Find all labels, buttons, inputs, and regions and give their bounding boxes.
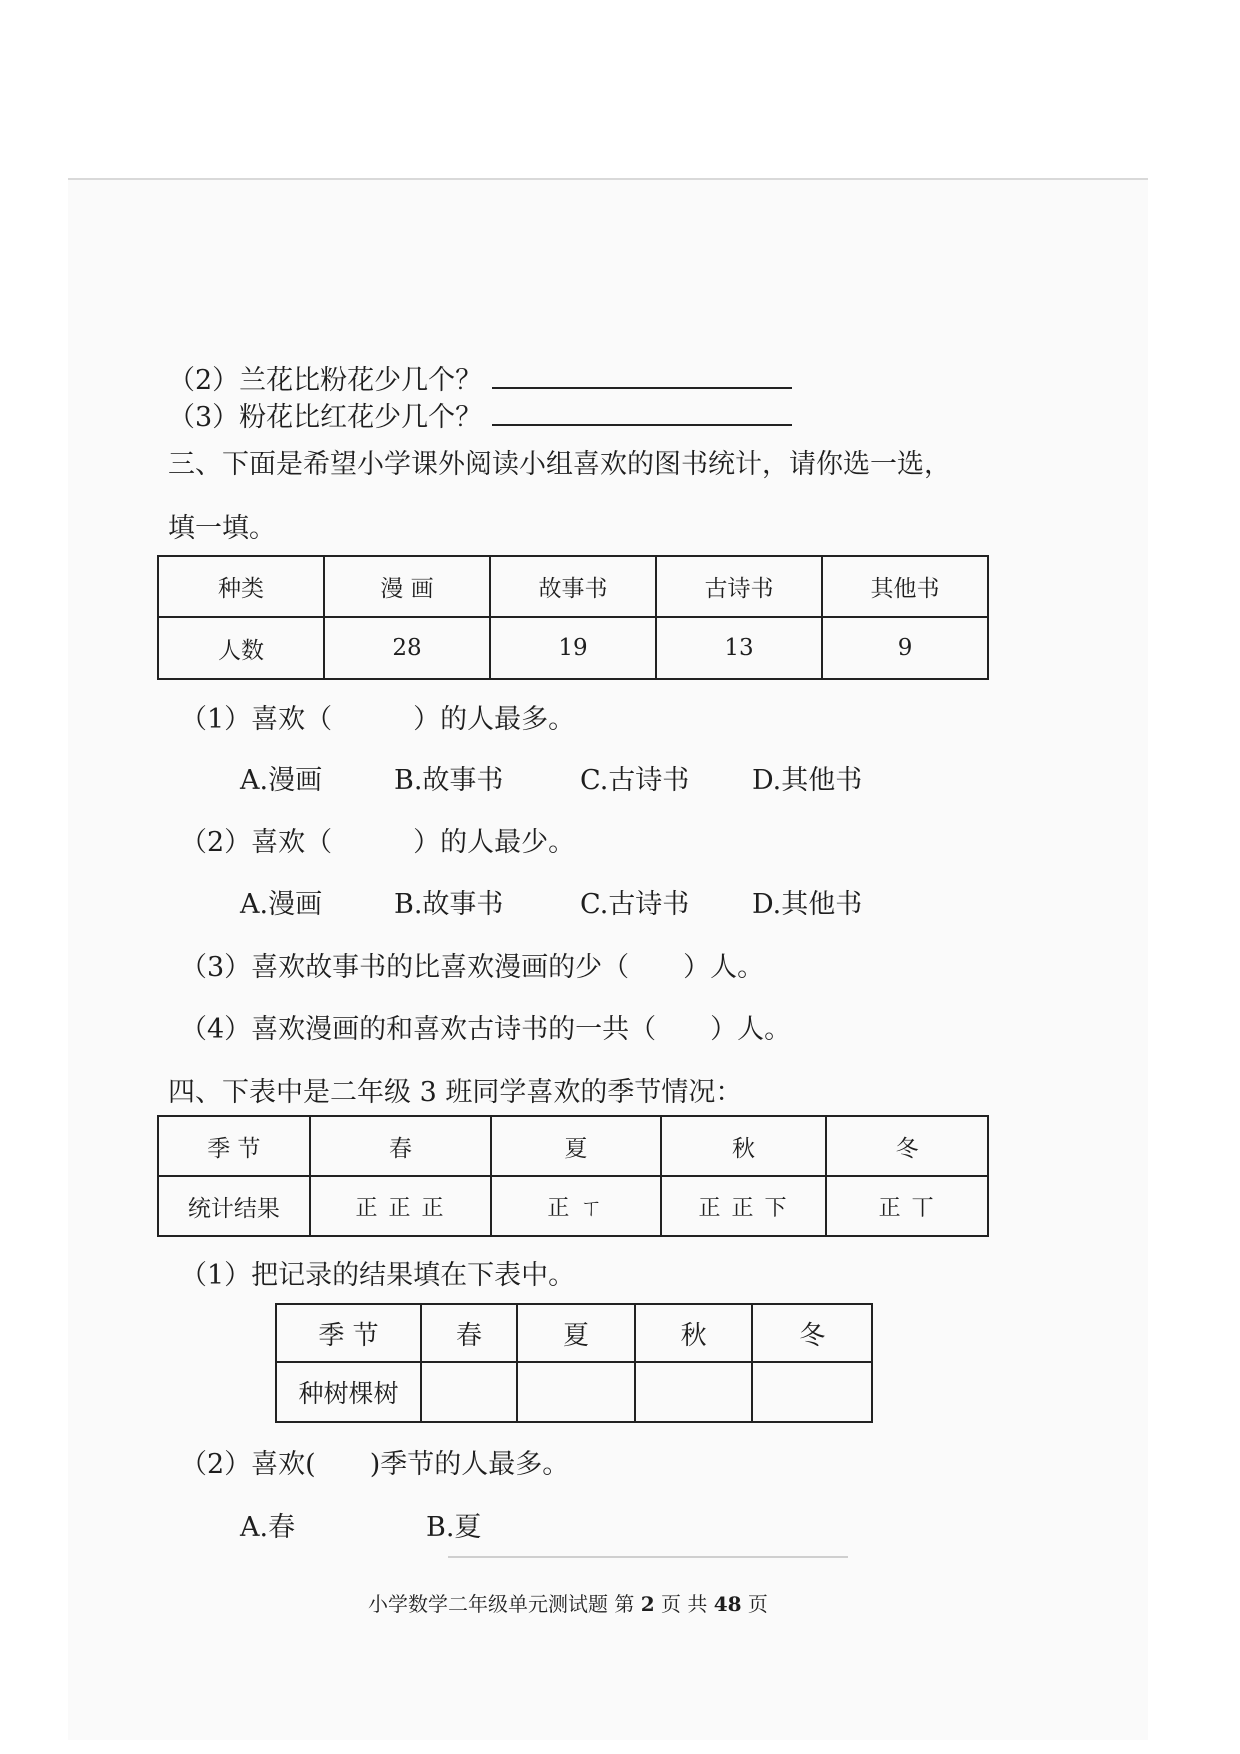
blank-cell[interactable] xyxy=(635,1362,753,1422)
table-row xyxy=(276,1362,872,1422)
question-4-1: （1）把记录的结果填在下表中。 xyxy=(180,1260,576,1291)
blank-cell[interactable] xyxy=(517,1362,635,1422)
table-cell: 季 节 xyxy=(158,1116,310,1176)
question-3-1: （1）喜欢（ ）的人最多。 xyxy=(180,704,576,735)
footer-text: 页 共 xyxy=(661,1592,708,1616)
question-3-2: （2）喜欢（ ）的人最少。 xyxy=(180,827,576,858)
table-cell: 统计结果 xyxy=(158,1176,310,1236)
table-cell: 漫 画 xyxy=(324,556,490,617)
table-header-row xyxy=(276,1304,872,1362)
option: B.夏 xyxy=(426,1512,482,1543)
tally-cell: 正 ㄒ xyxy=(491,1176,661,1236)
section-4-title: 四、下表中是二年级 3 班同学喜欢的季节情况： xyxy=(168,1077,743,1108)
table-cell: 夏 xyxy=(491,1116,661,1176)
table-cell: 种树棵树 xyxy=(276,1362,421,1422)
answer-line xyxy=(492,367,792,389)
table-cell: 9 xyxy=(822,617,988,679)
tally-cell: 正 丅 xyxy=(826,1176,988,1236)
table-header-row xyxy=(158,1116,988,1176)
footer-total-pages: 48 xyxy=(713,1592,742,1616)
table-cell: 冬 xyxy=(752,1304,872,1362)
question-3-3: （3）喜欢故事书的比喜欢漫画的少（ ）人。 xyxy=(180,952,765,983)
question-3-4: （4）喜欢漫画的和喜欢古诗书的一共（ ）人。 xyxy=(180,1014,792,1045)
season-fill-table xyxy=(275,1303,873,1423)
section-3-title-line2: 填一填。 xyxy=(168,513,276,544)
table-cell: 种类 xyxy=(158,556,324,617)
option: B.故事书 xyxy=(394,889,504,920)
footer-page-number: 2 xyxy=(640,1592,655,1616)
table-cell: 春 xyxy=(421,1304,517,1362)
table-cell: 其他书 xyxy=(822,556,988,617)
table-cell: 故事书 xyxy=(490,556,656,617)
option: A.漫画 xyxy=(240,765,323,796)
question-2-3-text: （3）粉花比红花少几个？ xyxy=(168,402,483,433)
table-row xyxy=(158,617,988,679)
table-cell: 夏 xyxy=(517,1304,635,1362)
table-cell: 古诗书 xyxy=(656,556,822,617)
table-cell: 季 节 xyxy=(276,1304,421,1362)
section-3-title-line1: 三、下面是希望小学课外阅读小组喜欢的图书统计，请你选一选， xyxy=(168,449,951,480)
table-header-row xyxy=(158,556,988,617)
tally-cell: 正 正 正 xyxy=(310,1176,491,1236)
table-cell: 春 xyxy=(310,1116,491,1176)
footer-divider xyxy=(448,1556,848,1558)
question-2-2-text: （2）兰花比粉花少几个？ xyxy=(168,365,483,396)
book-stats-table xyxy=(157,555,989,680)
page-footer xyxy=(368,1588,768,1617)
table-cell: 秋 xyxy=(661,1116,827,1176)
question-2-2 xyxy=(168,358,792,397)
option: A.春 xyxy=(240,1512,296,1543)
option: A.漫画 xyxy=(240,889,323,920)
table-cell: 13 xyxy=(656,617,822,679)
table-row xyxy=(158,1176,988,1236)
blank-cell[interactable] xyxy=(752,1362,872,1422)
table-cell: 秋 xyxy=(635,1304,753,1362)
question-2-3 xyxy=(168,395,792,434)
option: C.古诗书 xyxy=(580,765,690,796)
table-cell: 28 xyxy=(324,617,490,679)
option: D.其他书 xyxy=(752,765,863,796)
tally-cell: 正 正 下 xyxy=(661,1176,827,1236)
table-cell: 冬 xyxy=(826,1116,988,1176)
footer-text: 小学数学二年级单元测试题 第 xyxy=(368,1592,635,1616)
option: C.古诗书 xyxy=(580,889,690,920)
question-4-2: （2）喜欢( )季节的人最多。 xyxy=(180,1449,570,1480)
table-cell: 人数 xyxy=(158,617,324,679)
option: D.其他书 xyxy=(752,889,863,920)
blank-cell[interactable] xyxy=(421,1362,517,1422)
answer-line xyxy=(492,404,792,426)
season-tally-table xyxy=(157,1115,989,1237)
option: B.故事书 xyxy=(394,765,504,796)
footer-text: 页 xyxy=(747,1592,768,1616)
table-cell: 19 xyxy=(490,617,656,679)
